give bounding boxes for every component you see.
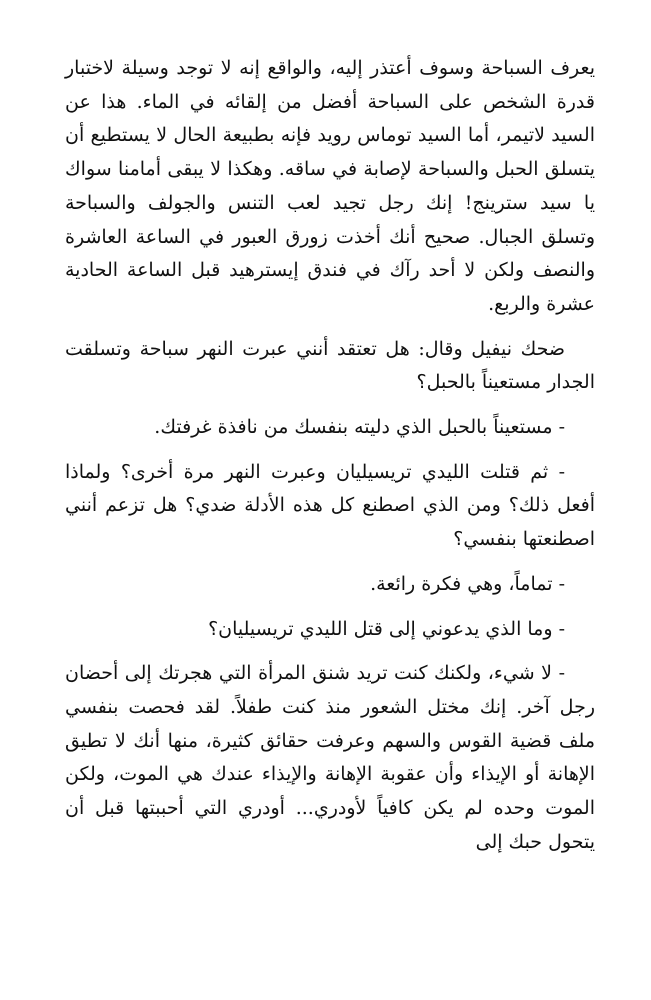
paragraph-5: - تماماً، وهي فكرة رائعة. xyxy=(370,572,565,595)
paragraph-3: - مستعيناً بالحبل الذي دليته بنفسك من نافذة غرفتك. xyxy=(154,416,565,439)
paragraph-4: - ثم قتلت الليدي تريسيليان وعبرت النهر مرة أخرى؟ ولماذا أفعل ذلك؟ ومن الذي اصطنع كل هذه الأدلة ضدي؟ هل تزعم أنني اصطنعتها بنفسي؟ xyxy=(65,460,595,551)
paragraph-6: - وما الذي يدعوني إلى قتل الليدي تريسيليان؟ xyxy=(208,617,565,640)
paragraph-1: يعرف السباحة وسوف أعتذر إليه، والواقع إنه لا توجد وسيلة لاختبار قدرة الشخص على السباحة أفضل من إلقائه في الماء. هذا عن السيد لاتيمر، أما السيد توماس رويد فإنه بطبيعة الحال لا يستطيع أن يتسلق الحبل والسباحة لإصابة في ساقه. وهكذا لا يبقى أمامنا سواك يا سيد سترينج! إنك رجل تجيد لعب التنس والجولف والسباحة وتسلق الجبال. صحيح أنك أخذت زورق العبور في الساعة العاشرة والنصف ولكن لا أحد رآك في فندق إيسترهيد قبل الساعة الحادية عشرة والربع. xyxy=(65,57,595,315)
paragraph-7: - لا شيء، ولكنك كنت تريد شنق المرأة التي هجرتك إلى أحضان رجل آخر. إنك مختل الشعور منذ كنت طفلاً. لقد فحصت بنفسي ملف قضية القوس والسهم وعرفت حقائق كثيرة، منها أنك لا تطيق الإهانة أو الإيذاء وأن عقوبة الإهانة والإيذاء عندك هي الموت، ولكن الموت وحده لم يكن كافياً لأودري... أودري التي أحببتها قبل أن يتحول حبك إلى xyxy=(65,662,595,853)
document-page xyxy=(65,52,595,859)
paragraph-2: ضحك نيفيل وقال: هل تعتقد أنني عبرت النهر سباحة وتسلقت الجدار مستعيناً بالحبل؟ xyxy=(65,337,595,394)
